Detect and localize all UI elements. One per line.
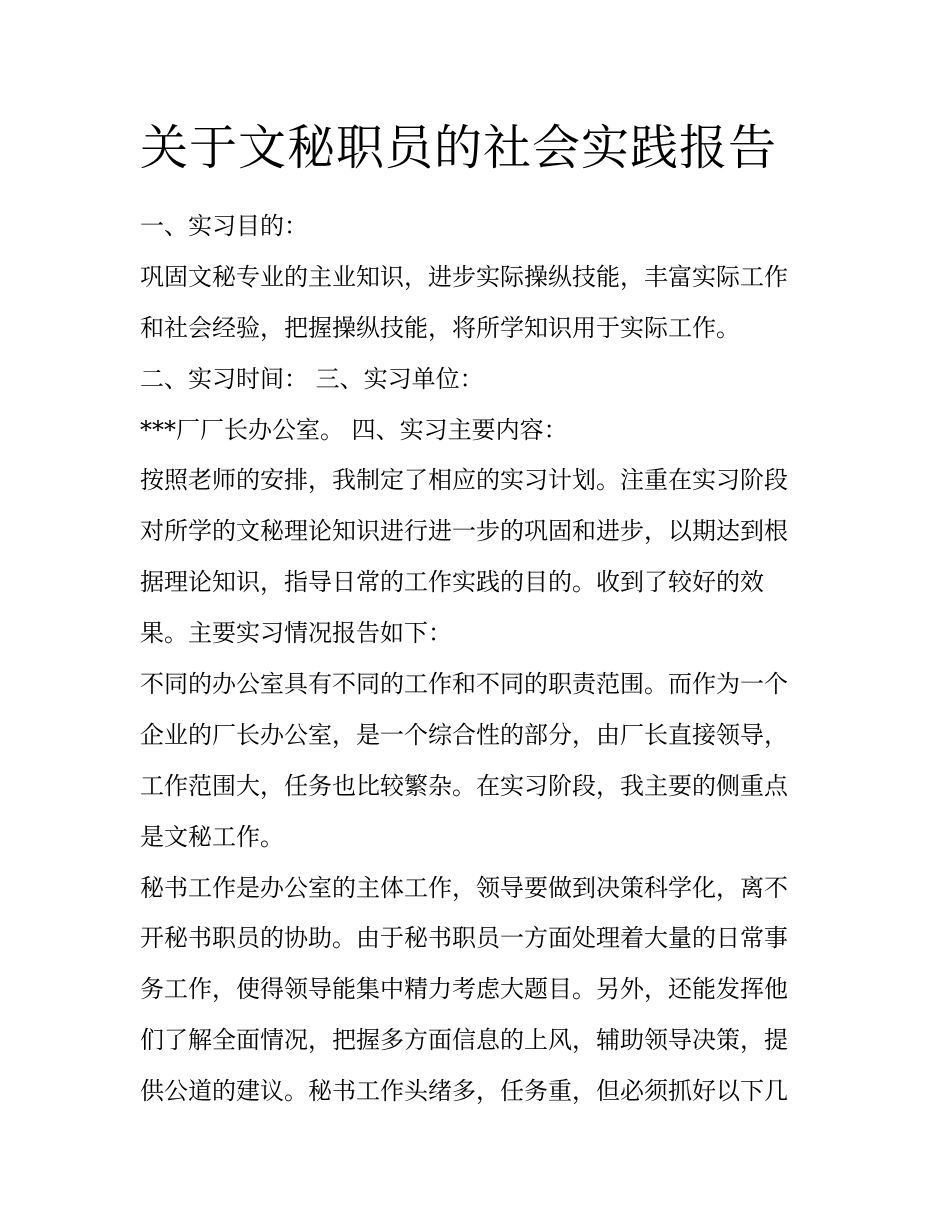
body-line: 企业的厂长办公室，是一个综合性的部分，由厂长直接领导， [140,720,788,749]
body-line: 工作范围大，任务也比较繁杂。在实习阶段，我主要的侧重点 [140,771,788,800]
body-line: 是文秘工作。 [140,822,284,851]
body-line: 开秘书职员的协助。由于秘书职员一方面处理着大量的日常事 [140,924,788,953]
body-line: 不同的办公室具有不同的工作和不同的职责范围。而作为一个 [140,670,788,699]
section-heading-time-unit: 二、实习时间： 三、实习单位： [140,364,484,393]
body-line: 据理论知识，指导日常的工作实践的目的。收到了较好的效 [140,568,764,597]
body-line: 果。主要实习情况报告如下： [140,619,452,648]
body-line: 和社会经验，把握操纵技能，将所学知识用于实际工作。 [140,313,740,342]
body-line: 秘书工作是办公室的主体工作，领导要做到决策科学化，离不 [140,873,788,902]
body-line: 们了解全面情况，把握多方面信息的上风，辅助领导决策，提 [140,1026,788,1055]
body-line: 对所学的文秘理论知识进行进一步的巩固和进步，以期达到根 [140,517,788,546]
document-body [140,201,810,1117]
section-heading-content: ***厂厂长办公室。 四、实习主要内容： [140,415,568,444]
document-title: 关于文秘职员的社会实践报告 [140,120,778,176]
body-line: 务工作，使得领导能集中精力考虑大题目。另外，还能发挥他 [140,975,788,1004]
body-line: 巩固文秘专业的主业知识，进步实际操纵技能，丰富实际工作 [140,262,788,291]
body-line: 按照老师的安排，我制定了相应的实习计划。注重在实习阶段 [140,466,788,495]
body-line: 供公道的建议。秘书工作头绪多，任务重，但必须抓好以下几 [140,1077,788,1106]
section-heading-purpose: 一、实习目的： [140,212,308,240]
